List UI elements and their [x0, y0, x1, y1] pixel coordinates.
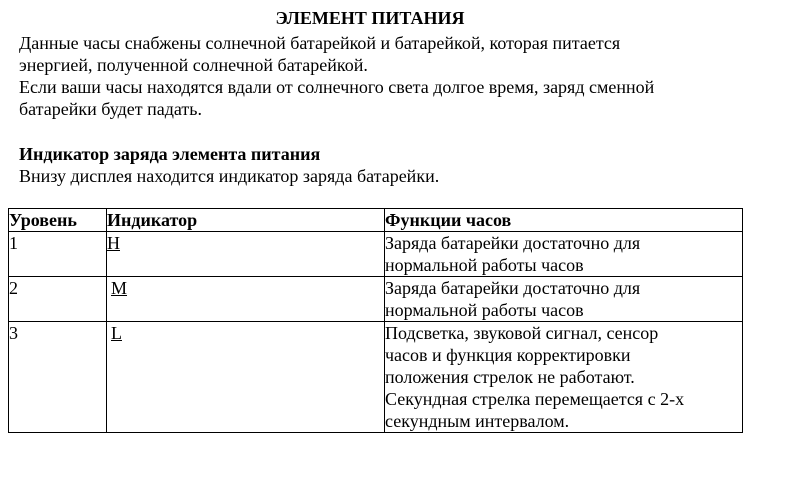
table-row	[9, 232, 743, 277]
indicator-letter: L	[111, 323, 122, 343]
function-line: часов и функция корректировки	[385, 345, 631, 365]
table-row	[9, 277, 743, 322]
row-indicator	[107, 277, 385, 322]
intro-line-4: батарейки будет падать.	[19, 99, 202, 119]
row-indicator	[107, 232, 385, 277]
row-level: 2	[9, 277, 107, 322]
function-line: нормальной работы часов	[385, 300, 584, 320]
function-line: секундным интервалом.	[385, 411, 570, 431]
table-row	[9, 322, 743, 433]
row-level: 3	[9, 322, 107, 433]
indicator-letter: M	[111, 278, 128, 298]
page-title: ЭЛЕМЕНТ ПИТАНИЯ	[275, 8, 465, 28]
battery-level-table	[8, 208, 743, 433]
header-function: Функции часов	[385, 209, 743, 232]
intro-line-2: энергией, полученной солнечной батарейкой.	[19, 55, 368, 75]
function-line: Заряда батарейки достаточно для	[385, 278, 641, 298]
function-line: положения стрелок не работают.	[385, 367, 635, 387]
row-function	[385, 277, 743, 322]
table-header-row	[9, 209, 743, 232]
row-function	[385, 232, 743, 277]
row-indicator	[107, 322, 385, 433]
row-function	[385, 322, 743, 433]
indicator-heading: Индикатор заряда элемента питания	[19, 144, 321, 164]
intro-line-3: Если ваши часы находятся вдали от солнечного света долгое время, заряд сменной	[19, 77, 655, 97]
header-level: Уровень	[9, 209, 107, 232]
header-indicator: Индикатор	[107, 209, 385, 232]
indicator-text: Внизу дисплея находится индикатор заряда батарейки.	[19, 166, 440, 186]
indicator-letter: H	[107, 233, 120, 253]
intro-line-1: Данные часы снабжены солнечной батарейкой и батарейкой, которая питается	[19, 33, 621, 53]
function-line: Подсветка, звуковой сигнал, сенсор	[385, 323, 659, 343]
row-level: 1	[9, 232, 107, 277]
function-line: Заряда батарейки достаточно для	[385, 233, 641, 253]
function-line: нормальной работы часов	[385, 255, 584, 275]
function-line: Секундная стрелка перемещается с 2-х	[385, 389, 685, 409]
